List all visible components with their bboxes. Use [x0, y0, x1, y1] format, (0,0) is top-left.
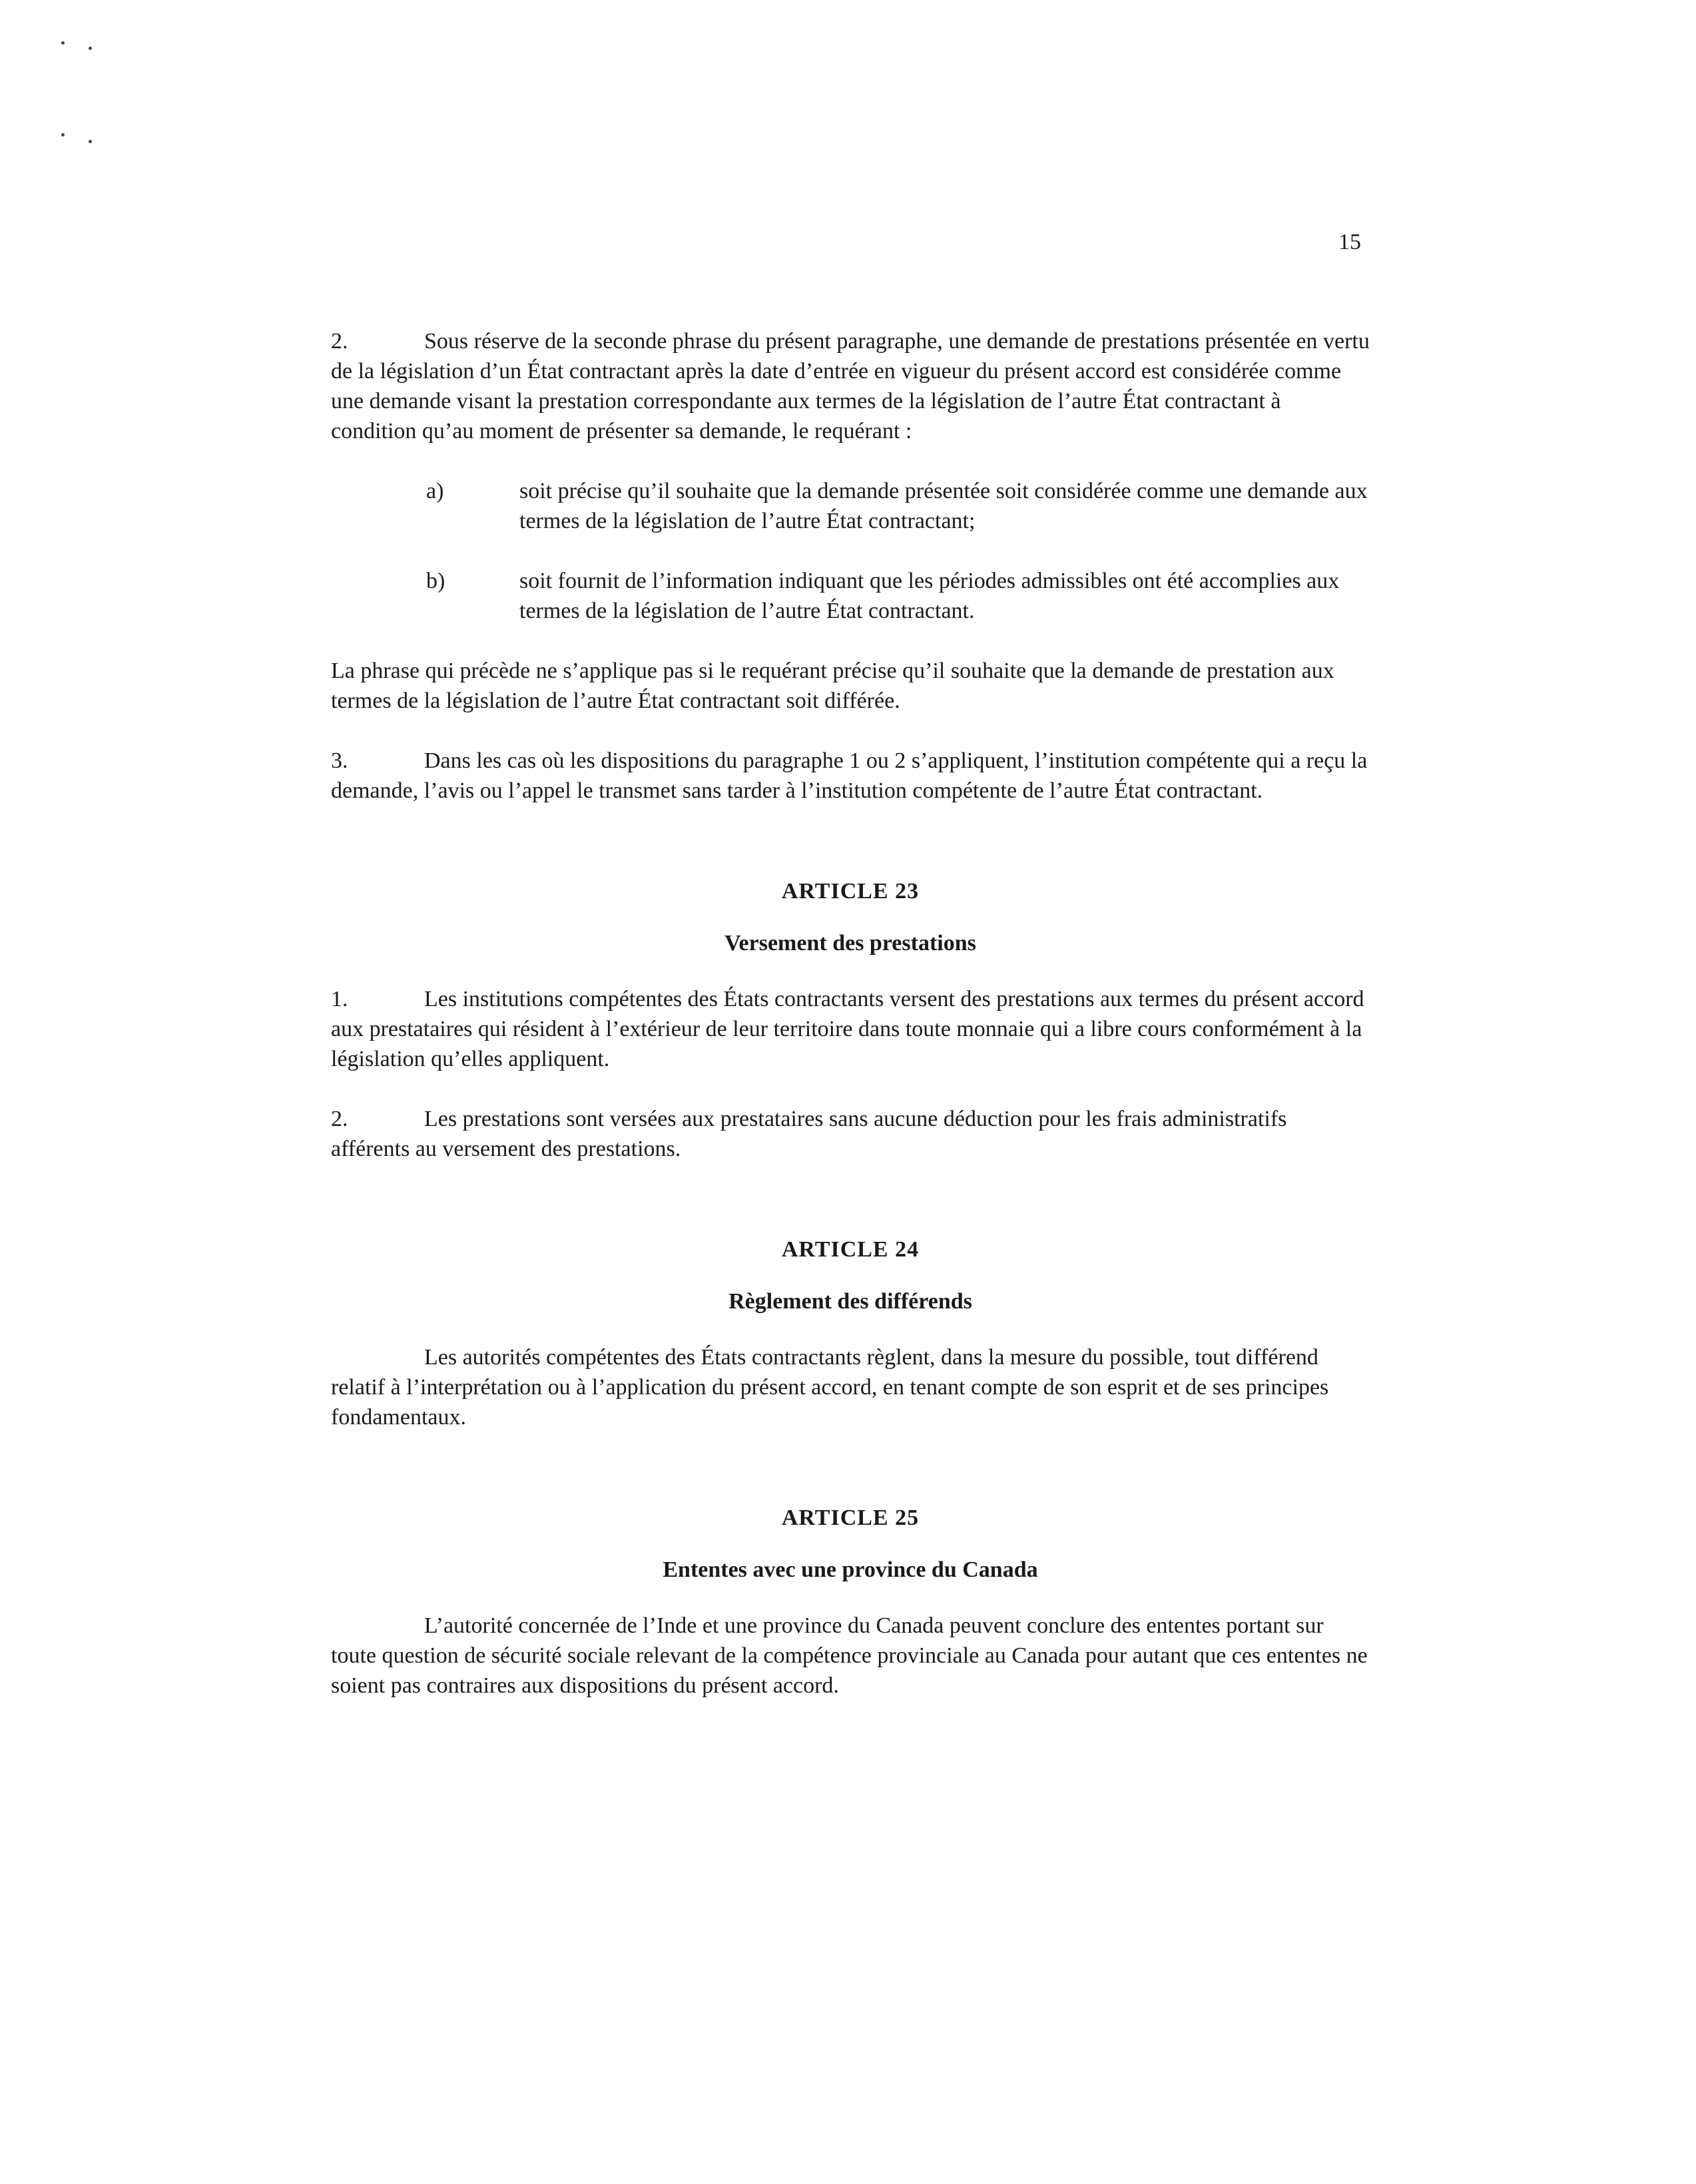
list-item-text: soit précise qu’il souhaite que la demande présentée soit considérée comme une demande aux termes de la législation de l’autre État contractant; [519, 479, 1368, 533]
paragraph-text: Les institutions compétentes des États contractants versent des prestations aux termes du présent accord aux prestataires qui résident à l’extérieur de leur territoire dans toute monnaie qui a libre cours conformément à la législation qu’elles appliquent. [331, 987, 1364, 1071]
list-item-label: a) [426, 479, 444, 503]
scan-speck [61, 133, 65, 136]
paragraph-number: 1. [331, 987, 348, 1011]
paragraph-2-closing: La phrase qui précède ne s’applique pas si le requérant précise qu’il souhaite que la demande de prestation aux termes de la législation de l’autre État contractant soit différée. [331, 659, 1334, 713]
article-23-paragraph-1 [331, 984, 1370, 1074]
article-24-title: ARTICLE 24 [781, 1237, 920, 1262]
article-25-subtitle: Ententes avec une province du Canada [663, 1557, 1038, 1582]
paragraph-number: 2. [331, 329, 348, 354]
paragraph-number: 3. [331, 748, 348, 773]
paragraph-text: Sous réserve de la seconde phrase du présent paragraphe, une demande de prestations présentée en vertu de la législation d’un État contractant après la date d’entrée en vigueur du présent accord est considérée comme une demande visant la prestation correspondante aux termes de la législation de l’autre État contractant à condition qu’au moment de présenter sa demande, le requérant : [331, 329, 1370, 443]
list-item-a [331, 476, 1370, 536]
article-23-paragraph-2 [331, 1104, 1370, 1164]
list-item-label: b) [426, 569, 445, 593]
scan-speck [89, 47, 92, 50]
article-24-text: Les autorités compétentes des États contractants règlent, dans la mesure du possible, tout différend relatif à l’interprétation ou à l’application du présent accord, en tenant compte de son esprit et de ses principes fondamentaux. [331, 1345, 1329, 1430]
scan-speck [61, 41, 65, 45]
article-23-subtitle: Versement des prestations [724, 931, 976, 956]
list-item-b [331, 566, 1370, 626]
list-item-text: soit fournit de l’information indiquant que les périodes admissibles ont été accomplies aux termes de la législation de l’autre État contractant. [519, 569, 1340, 623]
article-25-title: ARTICLE 25 [781, 1505, 920, 1530]
page-number: 15 [1338, 230, 1361, 254]
article-23-title: ARTICLE 23 [781, 879, 920, 904]
paragraph-number: 2. [331, 1107, 348, 1131]
document-body [331, 326, 1370, 1731]
paragraph-text: Dans les cas où les dispositions du paragraphe 1 ou 2 s’appliquent, l’institution compétente qui a reçu la demande, l’avis ou l’appel le transmet sans tarder à l’institution compétente de l’autre État contractant. [331, 748, 1368, 803]
scan-speck [89, 140, 92, 143]
paragraph-text: Les prestations sont versées aux prestataires sans aucune déduction pour les frais administratifs afférents au versement des prestations. [331, 1107, 1287, 1161]
paragraph-2 [331, 326, 1370, 446]
article-25-text: L’autorité concernée de l’Inde et une province du Canada peuvent conclure des ententes portant sur toute question de sécurité sociale relevant de la compétence provinciale au Canada pour autant que ces ententes ne soient pas contraires aux dispositions du présent accord. [331, 1613, 1368, 1698]
article-24-subtitle: Règlement des différends [728, 1289, 972, 1314]
paragraph-3 [331, 746, 1370, 806]
